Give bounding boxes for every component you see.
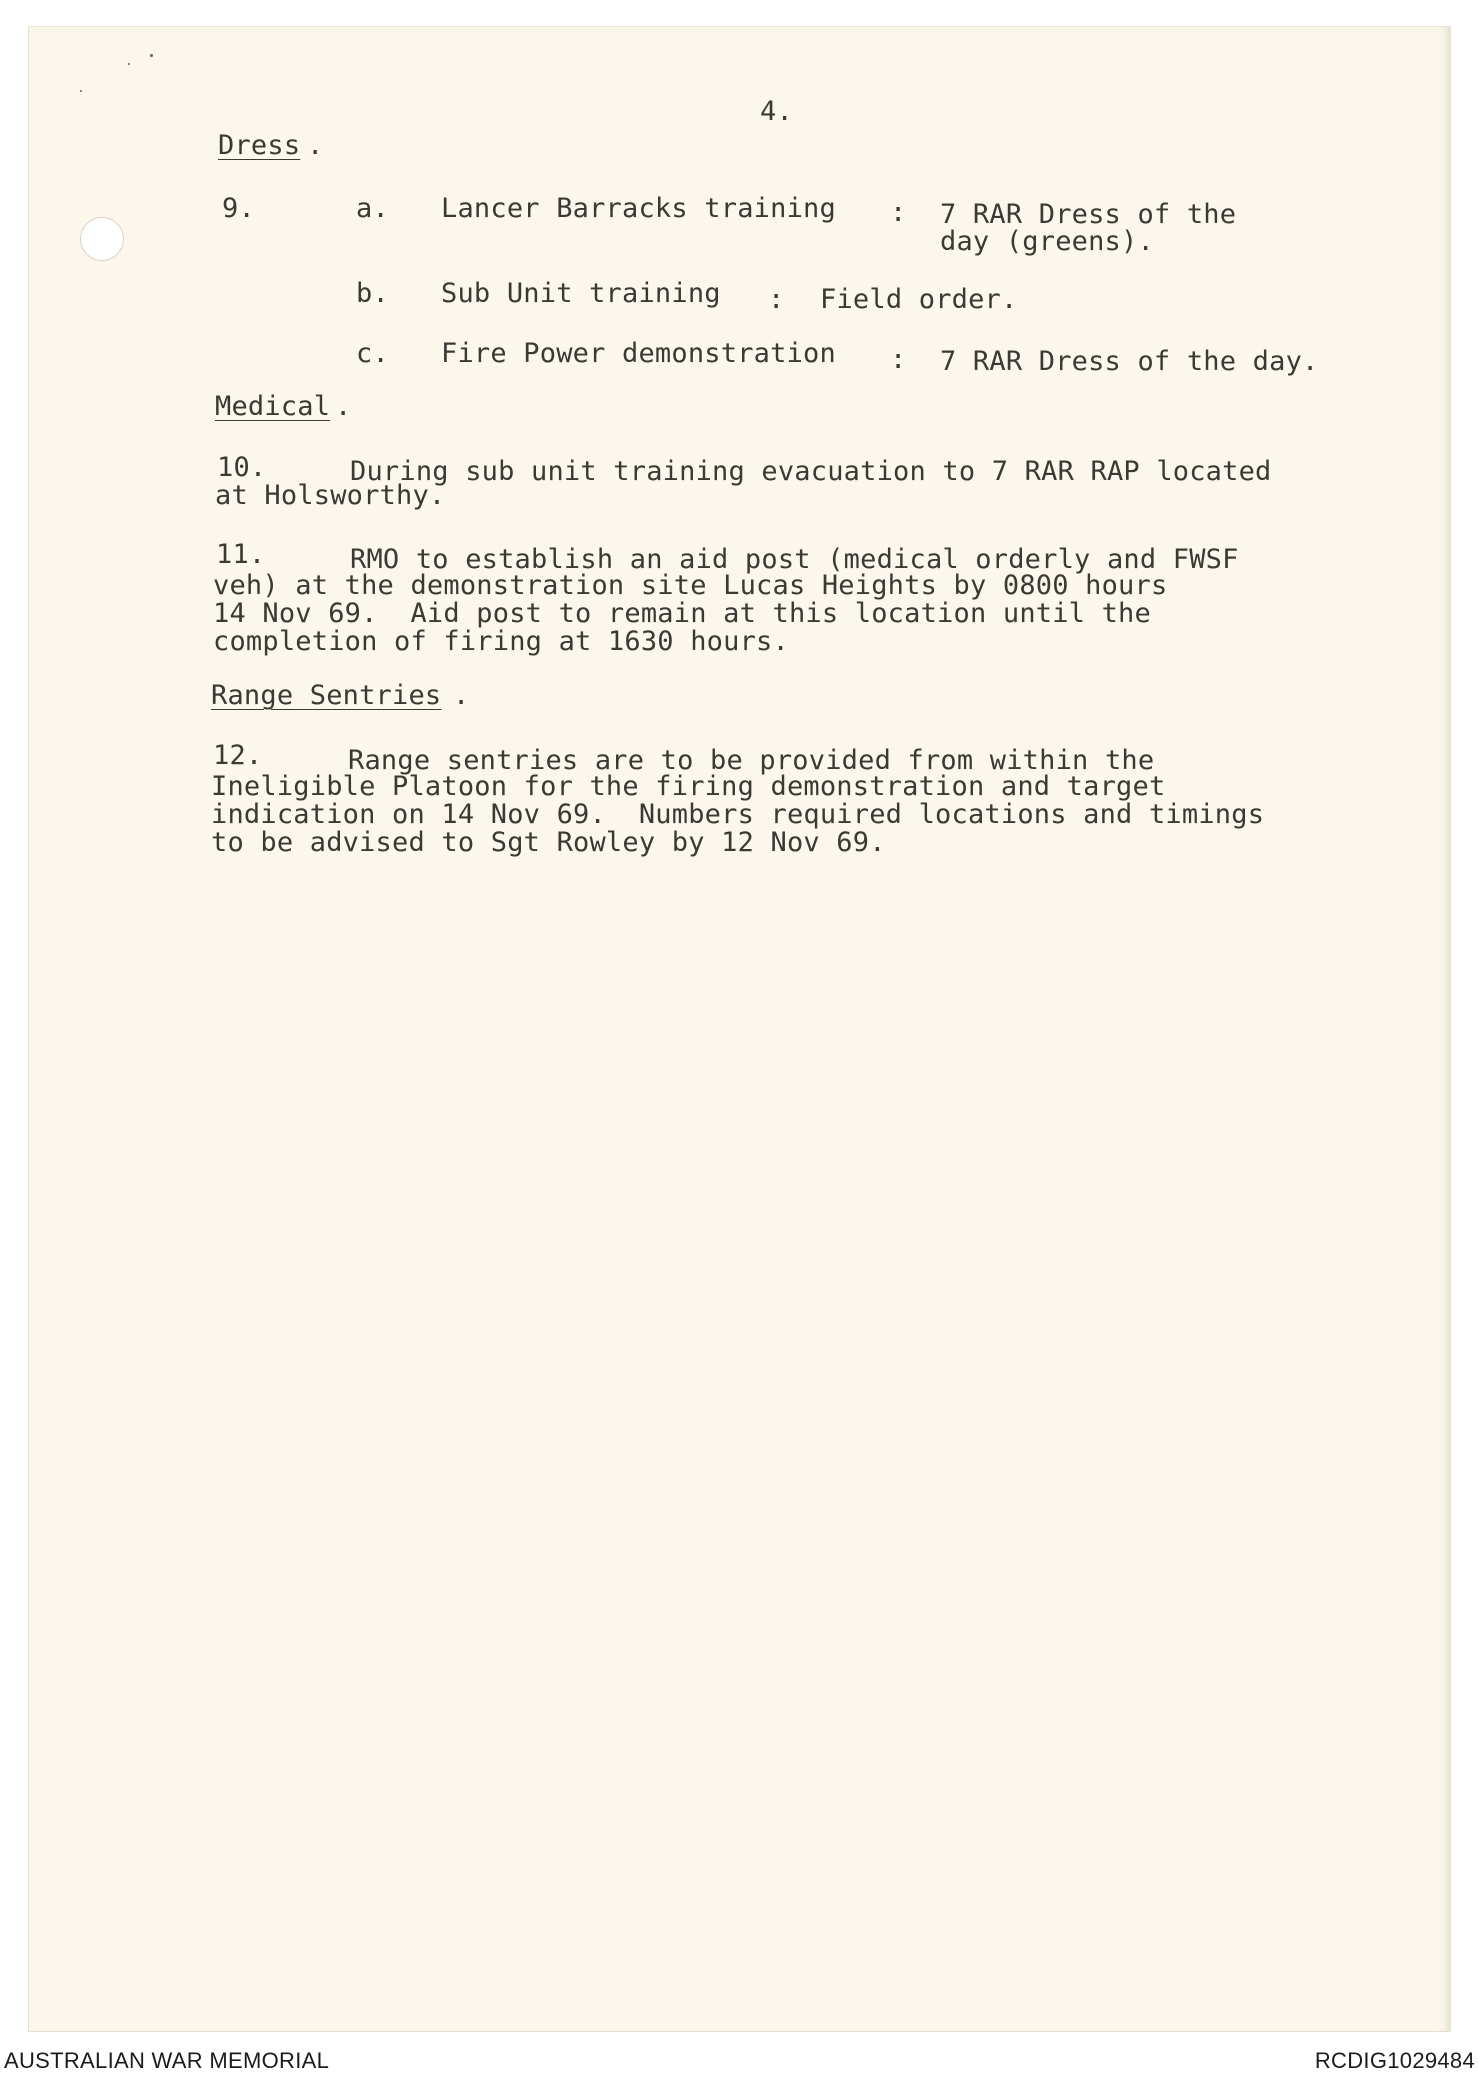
- item-letter: b.: [356, 278, 389, 309]
- item-value: 7 RAR Dress of the: [940, 199, 1237, 230]
- para-text: at Holsworthy.: [215, 480, 446, 511]
- para-text: completion of firing at 1630 hours.: [213, 626, 789, 657]
- section-heading-medical: [215, 393, 330, 421]
- para-text: 14 Nov 69. Aid post to remain at this location until the: [213, 598, 1151, 629]
- para-text: indication on 14 Nov 69. Numbers required locations and timings: [211, 799, 1265, 830]
- item-separator: :: [890, 197, 907, 228]
- para-text: veh) at the demonstration site Lucas Heights by 0800 hours: [213, 570, 1168, 601]
- heading-text: Dress: [218, 130, 301, 161]
- item-value: 7 RAR Dress of the day.: [940, 346, 1319, 377]
- paper-sheet: [28, 26, 1451, 2032]
- page-number: 4.: [760, 96, 793, 127]
- item-label: Sub Unit training: [441, 278, 721, 309]
- item-letter: a.: [356, 193, 389, 224]
- paper-speck: [80, 90, 82, 92]
- item-value-continued: day (greens).: [940, 226, 1154, 257]
- heading-text: Range Sentries: [211, 680, 442, 711]
- punch-hole: [80, 217, 124, 261]
- item-label: Lancer Barracks training: [441, 193, 836, 224]
- section-heading-range-sentries: [211, 682, 441, 710]
- heading-period: .: [307, 130, 324, 161]
- heading-period: .: [453, 680, 470, 711]
- paper-speck: [128, 63, 130, 65]
- para-text: RMO to establish an aid post (medical orderly and FWSF: [350, 544, 1239, 575]
- section-heading-dress: [218, 132, 300, 160]
- item-separator: :: [768, 284, 785, 315]
- para-number: 12.: [213, 740, 263, 771]
- item-value: Field order.: [820, 284, 1018, 315]
- heading-period: .: [335, 391, 352, 422]
- para-number: 10.: [217, 452, 267, 483]
- para-text: to be advised to Sgt Rowley by 12 Nov 69.: [211, 827, 886, 858]
- para-text: Range sentries are to be provided from within the: [348, 745, 1155, 776]
- para-number: 9.: [222, 193, 255, 224]
- footer-record-id: RCDIG1029484: [1314, 2048, 1475, 2073]
- heading-text: Medical: [215, 391, 331, 422]
- paper-speck: [150, 54, 153, 57]
- item-label: Fire Power demonstration: [441, 338, 836, 369]
- para-number: 11.: [216, 539, 266, 570]
- footer-archive-name: AUSTRALIAN WAR MEMORIAL: [4, 2048, 330, 2073]
- para-text: During sub unit training evacuation to 7 RAR RAP located: [350, 456, 1272, 487]
- item-separator: :: [890, 344, 907, 375]
- para-text: Ineligible Platoon for the firing demonstration and target: [211, 771, 1166, 802]
- item-letter: c.: [356, 338, 389, 369]
